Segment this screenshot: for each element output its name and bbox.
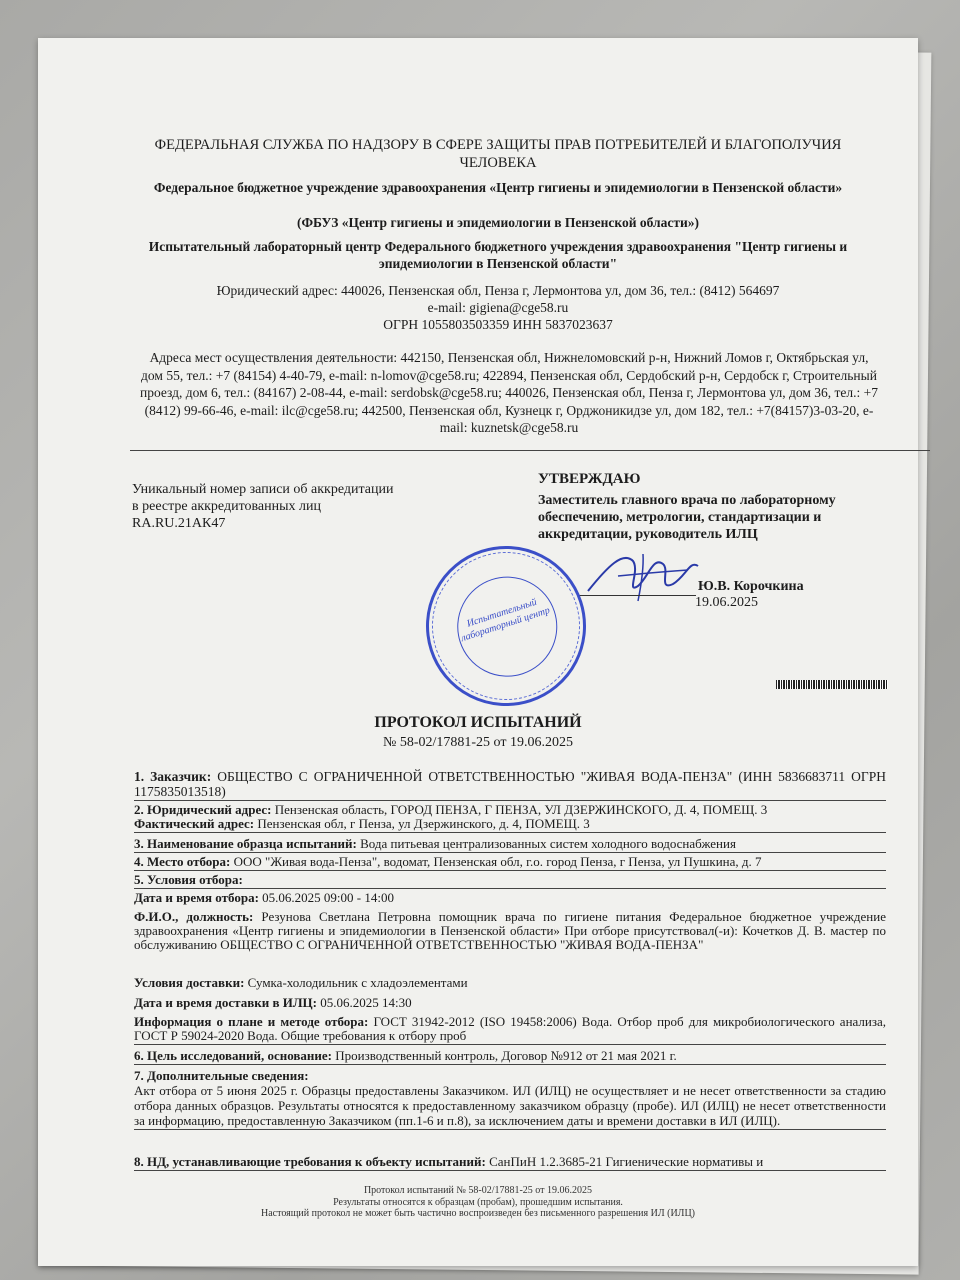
legal-address: Юридический адрес: 440026, Пензенская обл, Пенза г, Лермонтова ул, дом 36, тел.: (8412) 564697 [216,283,780,298]
activity-addresses: Адреса мест осуществления деятельности: 442150, Пензенская обл, Нижнеломовский р-н, Нижний Ломов г, Октябрьская ул, дом 55, тел.: +7 (84154) 4-40-79, e-mail: n-lomov@cge58.ru; 422894, Пензенская обл, Сердобский р-н, Сердобск г, Строительный проезд, дом 6, тел.: (84167) 2-08-44, e-mail: serdobsk@cge58.ru; 440026, Пензенская обл, Пенза г, Лермонтова ул, дом 36, тел.: +7 (8412) 99-66-46, e-mail: ilc@cge58.ru; 442500, Пензенская обл, Кузнецк г, Орджоникидзе ул, дом 182, тел.: +7(84157)3-03-20, e-mail: kuznetsk@cge58.ru [140,350,878,435]
normative-docs-label: 8. НД, устанавливающие требования к объекту испытаний: [134,1154,486,1169]
additional-info-label: 7. Дополнительные сведения: [134,1068,309,1083]
section-customer [134,769,886,801]
seal-center-text: Испытательный лабораторный центр [459,596,552,645]
sampling-place-value: ООО "Живая вода-Пенза", водомат, Пензенская обл, г.о. город Пенза, г Пенза, ул Пушкина, д. 7 [233,854,762,869]
normative-docs-value: СанПиН 1.2.3685-21 Гигиенические нормативы и [489,1154,764,1169]
delivery-conditions [134,976,886,991]
footer-line2: Результаты относятся к образцам (пробам), прошедшим испытания. [333,1196,623,1208]
signer-name: Ю.В. Корочкина [698,579,804,594]
purpose-value: Производственный контроль, Договор №912 от 21 мая 2021 г. [335,1048,677,1063]
header-divider [130,450,930,451]
sampling-datetime-label: Дата и время отбора: [134,890,259,905]
sample-name-label: 3. Наименование образца испытаний: [134,836,357,851]
protocol-title: ПРОТОКОЛ ИСПЫТАНИЙ [374,714,582,731]
sampling-method-value: ГОСТ 31942-2012 (ISO 19458:2006) Вода. Отбор проб для микробиологического анализа, ГОСТ Р 59024-2020 Вода. Общие требования к отбору проб [134,1014,887,1043]
approval-date: 19.06.2025 [695,595,758,610]
accreditation-number: RA.RU.21АК47 [132,516,226,531]
protocol-document [38,38,918,1266]
approval-position: Заместитель главного врача по лабораторному обеспечению, метрологии, стандартизации и аккредитации, руководитель ИЛЦ [538,493,836,542]
sampling-place-label: 4. Место отбора: [134,854,231,869]
accreditation-line1: Уникальный номер записи об аккредитации [132,482,394,497]
agency-line2: ЧЕЛОВЕКА [459,155,537,171]
sampling-method [134,1015,886,1045]
footer-line3: Настоящий протокол не может быть частично воспроизведен без письменного разрешения ИЛ (ИЛЦ) [260,1208,695,1219]
section-addresses [134,803,886,833]
legal-email: e-mail: gigiena@cge58.ru [427,300,569,315]
purpose-label: 6. Цель исследований, основание: [134,1048,333,1063]
section-sampling-place [134,855,886,871]
footer-line1: Протокол испытаний № 58-02/17881-25 от 19.06.2025 [363,1185,593,1196]
sampler-info [134,910,886,953]
delivery-datetime [134,996,886,1011]
institution-short-name: (ФБУЗ «Центр гигиены и эпидемиологии в Пензенской области») [296,215,700,230]
additional-info-value: Акт отбора от 5 июня 2025 г. Образцы предоставлены Заказчиком. ИЛ (ИЛЦ) не осуществляет и не несет ответственности за стадию отбора данных образцов. Результаты относятся к предоставленному заказчиком образцу (пробе). ИЛ (ИЛЦ) не несет ответственности за информацию, предоставленную Заказчиком (пп.1-6 и п.8), за исключением даты и времени доставки в ИЛ (ИЛЦ). [134,1083,886,1128]
legal-address-block [128,282,868,333]
protocol-number: № 58-02/17881-25 от 19.06.2025 [382,735,573,750]
sample-name-value: Вода питьевая централизованных систем холодного водоснабжения [360,836,736,851]
page-footer [38,1185,918,1220]
section-normative-docs [134,1155,886,1171]
delivery-datetime-label: Дата и время доставки в ИЛЦ: [134,995,317,1010]
institution-name: Федеральное бюджетное учреждение здравоохранения «Центр гигиены и эпидемиологии в Пензенской области» [153,180,843,195]
actual-address-label: Фактический адрес: [134,816,255,831]
customer-label: 1. Заказчик: [134,769,212,784]
sampling-method-label: Информация о плане и методе отбора: [134,1014,369,1029]
legal-address-value: Пензенская область, ГОРОД ПЕНЗА, Г ПЕНЗА, УЛ ДЗЕРЖИНСКОГО, Д. 4, ПОМЕЩ. 3 [274,802,768,817]
signature-line [578,595,696,596]
barcode [776,680,888,689]
customer-value: ОБЩЕСТВО С ОГРАНИЧЕННОЙ ОТВЕТСТВЕННОСТЬЮ "ЖИВАЯ ВОДА-ПЕНЗА" (ИНН 5836683711 ОГРН 1175835013518) [134,769,886,799]
sampler-value: Резунова Светлана Петровна помощник врача по гигиене питания Федеральное бюджетное учреждение здравоохранения «Центр гигиены и эпидемиологии в Пензенской области» При отборе присутствовал(-и): Кочетков Д. В. мастер по обслуживанию ОБЩЕСТВО С ОГРАНИЧЕННОЙ ОТВЕТСТВЕННОСТЬЮ "ЖИВАЯ ВОДА-ПЕНЗА" [134,909,886,952]
ogrn-inn: ОГРН 1055803503359 ИНН 5837023637 [383,317,613,332]
actual-address-value: Пензенская обл, г Пенза, ул Дзержинского, д. 4, ПОМЕЩ. 3 [257,816,590,831]
agency-heading [128,136,868,172]
section-sample-name [134,837,886,853]
legal-address-label: 2. Юридический адрес: [134,802,272,817]
section-purpose [134,1049,886,1065]
sampler-label: Ф.И.О., должность: [134,909,254,924]
lab-center-name: Испытательный лабораторный центр Федерального бюджетного учреждения здравоохранения "Центр гигиены и эпидемиологии в Пензенской области" [148,239,848,271]
agency-line1: ФЕДЕРАЛЬНАЯ СЛУЖБА ПО НАДЗОРУ В СФЕРЕ ЗАЩИТЫ ПРАВ ПОТРЕБИТЕЛЕЙ И БЛАГОПОЛУЧИЯ [154,137,842,153]
handwritten-signature [578,546,708,606]
section-additional-info [134,1068,886,1130]
sampling-datetime-value: 05.06.2025 09:00 - 14:00 [262,890,394,905]
delivery-conditions-value: Сумка-холодильник с хладоэлементами [247,975,468,990]
section-sampling-conditions [134,873,886,889]
delivery-datetime-value: 05.06.2025 14:30 [320,995,412,1010]
sampling-datetime [134,891,886,906]
accreditation-block [132,481,432,532]
delivery-conditions-label: Условия доставки: [134,975,245,990]
accreditation-line2: в реестре аккредитованных лиц [132,499,321,514]
approval-title: УТВЕРЖДАЮ [538,471,641,487]
approval-block [538,471,878,543]
official-seal [405,525,607,727]
sampling-conditions-label: 5. Условия отбора: [134,872,243,887]
